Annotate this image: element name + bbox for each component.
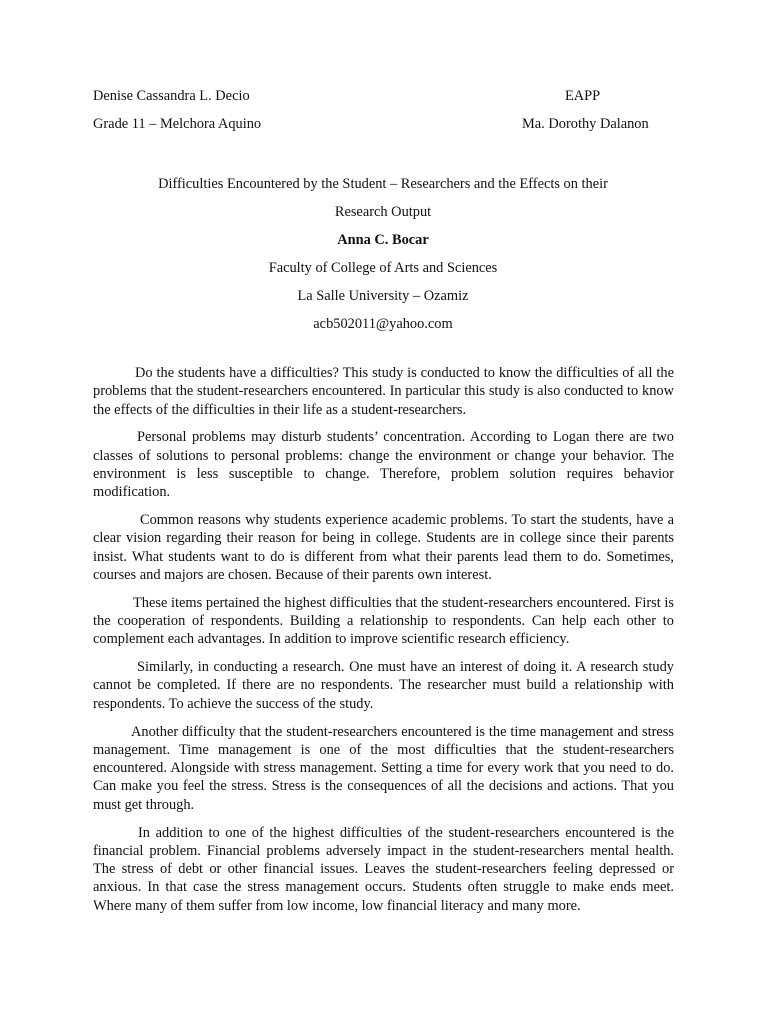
header-row-2 <box>0 116 768 136</box>
subject-label: EAPP <box>565 88 601 104</box>
body-paragraph-5: Similarly, in conducting a research. One must have an interest of doing it. A research study cannot be completed. If there are no respondents. The researcher must build a relationship with respondents. To achieve the success of the study. <box>93 659 674 712</box>
body-paragraph-6: Another difficulty that the student-researchers encountered is the time management and stress management. Time management is one of the most difficulties that the student-researchers encountered. Alongside with stress management. Setting a time for every work that you need to do. Can make you feel the stress. Stress is the consequences of all the decisions and actions. That you must get through. <box>93 723 674 813</box>
body-paragraph-4: These items pertained the highest difficulties that the student-researchers encountered. First is the cooperation of respondents. Building a relationship to respondents. Can help each other to complement each advantages. In addition to improve scientific research efficiency. <box>93 594 674 648</box>
body-paragraph-1: Do the students have a difficulties? This study is conducted to know the difficulties of all the problems that the student-researchers encountered. In particular this study is also conducted to know the effects of the difficulties in their life as a student-researchers. <box>93 365 674 418</box>
author-university: La Salle University – Ozamiz <box>297 288 469 304</box>
title-block <box>93 170 673 338</box>
paper-title-line-2: Research Output <box>334 204 432 220</box>
body-paragraph-2: Personal problems may disturb students’ concentration. According to Logan there are two classes of solutions to personal problems: change the environment or change your behavior. The environment is less susceptible to change. Therefore, problem solution requires behavior modification. <box>93 429 674 501</box>
author-faculty: Faculty of College of Arts and Sciences <box>268 260 498 276</box>
author-name: Denise Cassandra L. Decio <box>93 88 250 104</box>
author-email: acb502011@yahoo.com <box>313 316 453 332</box>
paper-title-line-1: Difficulties Encountered by the Student – Researchers and the Effects on their <box>158 176 608 192</box>
grade-section: Grade 11 – Melchora Aquino <box>93 116 262 132</box>
header-row-1 <box>0 88 768 108</box>
teacher-name: Ma. Dorothy Dalanon <box>522 116 649 132</box>
body-paragraph-3: Common reasons why students experience academic problems. To start the students, have a clear vision regarding their reason for being in college. Students are in college since their parents insist. What students want to do is different from what their parents lead them to do. Sometimes, courses and majors are chosen. Because of their parents own interest. <box>93 512 674 583</box>
body-paragraph-7: In addition to one of the highest difficulties of the student-researchers encountered is the financial problem. Financial problems adversely impact in the student-researchers mental health. The stress of debt or other financial issues. Leaves the student-researchers feeling depressed or anxious. In that case the stress management occurs. Students often struggle to make ends meet. Where many of them suffer from low income, low financial literacy and many more. <box>93 824 674 914</box>
paper-author: Anna C. Bocar <box>337 232 429 248</box>
body-text <box>93 364 674 925</box>
